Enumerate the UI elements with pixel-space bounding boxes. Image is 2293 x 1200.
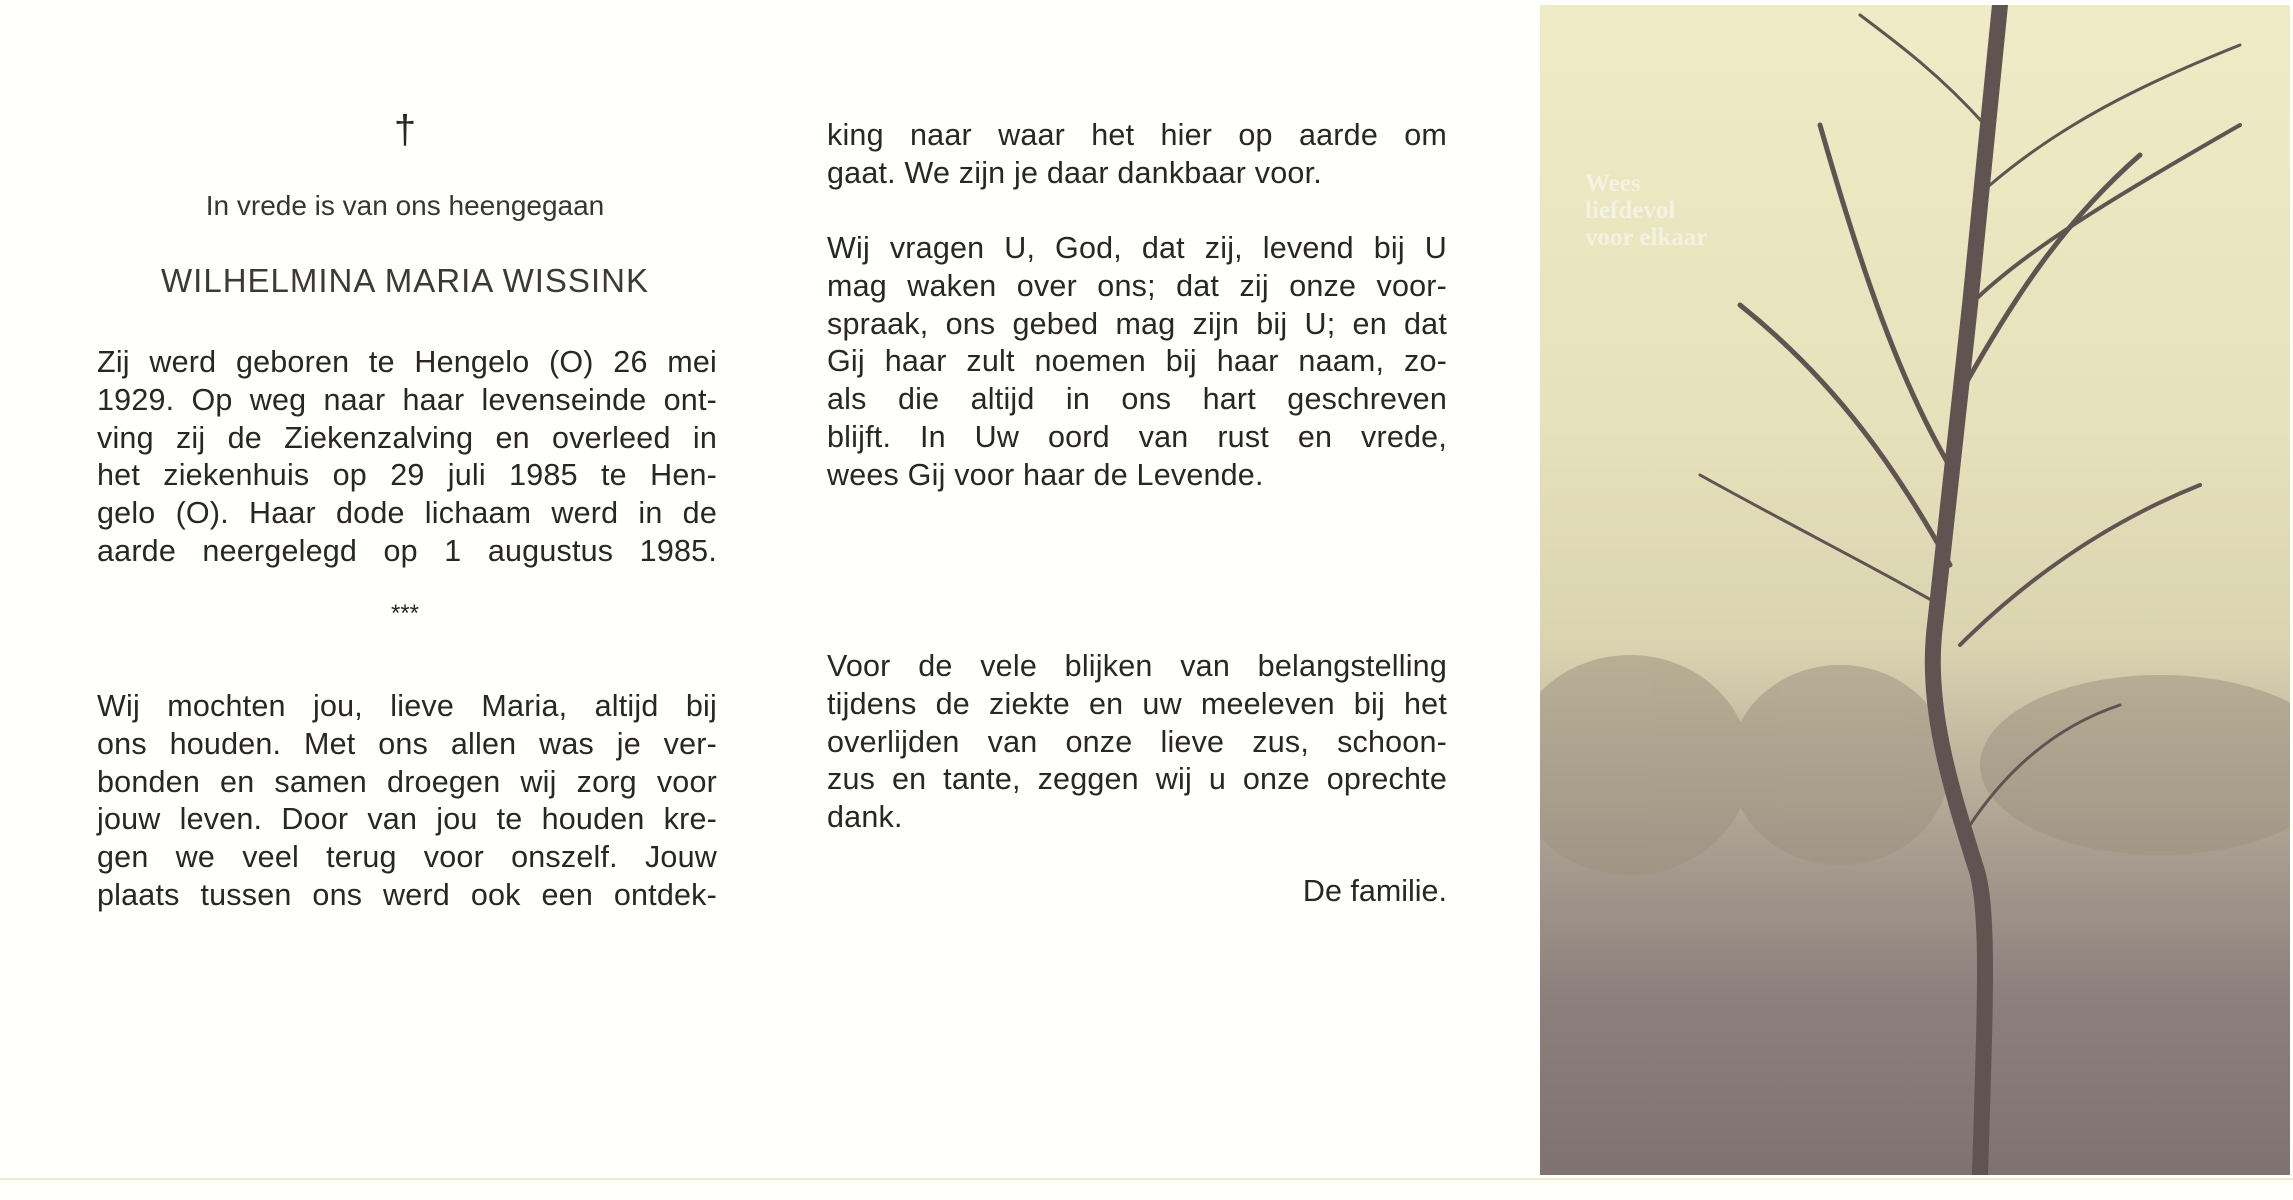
text-line: king naar waar het hier op aarde om (827, 118, 1447, 152)
biography-paragraph (97, 344, 717, 571)
photo-caption (1585, 170, 1707, 251)
text-line: ving zij de Ziekenzalving en overleed in (97, 420, 717, 455)
text-line: mag waken over ons; dat zij onze voor- (827, 268, 1447, 303)
text-line: Voor de vele blijken van belangstelling (827, 649, 1447, 683)
text-line: gaat. We zijn je daar dankbaar voor. (827, 155, 1322, 190)
text-line: Wij vragen U, God, dat zij, levend bij U (827, 231, 1447, 265)
text-line: blijft. In Uw oord van rust en vrede, (827, 419, 1447, 454)
text-line: het ziekenhuis op 29 juli 1985 te Hen- (97, 458, 717, 493)
text-line: plaats tussen ons werd ook een ontdek- (97, 877, 717, 912)
text-line: zus en tante, zeggen wij u onze oprechte (827, 762, 1447, 797)
tree-photo (1540, 5, 2290, 1175)
text-line: bonden en samen droegen wij zorg voor (97, 764, 717, 799)
text-line: ons houden. Met ons allen was je ver- (97, 726, 717, 761)
separator: *** (390, 600, 420, 627)
text-line: Gij haar zult noemen bij haar naam, zo- (827, 344, 1447, 379)
caption-line: Wees (1585, 170, 1641, 197)
memorial-continuation (827, 117, 1447, 193)
text-line: wees Gij voor haar de Levende. (827, 457, 1264, 492)
prayer-paragraph (827, 230, 1447, 495)
text-line: jouw leven. Door van jou te houden kre- (97, 802, 717, 837)
text-line: spraak, ons gebed mag zijn bij U; en dat (827, 306, 1447, 341)
text-line: gelo (O). Haar dode lichaam werd in de (97, 496, 717, 531)
text-line: aarde neergelegd op 1 augustus 1985. (97, 533, 717, 568)
text-line: Zij werd geboren te Hengelo (O) 26 mei (97, 345, 717, 379)
thanks-paragraph (827, 648, 1447, 837)
text-line: tijdens de ziekte en uw meeleven bij het (827, 686, 1447, 721)
caption-line: liefdevol (1585, 197, 1676, 224)
signature: De familie. (1302, 874, 1447, 908)
cross-symbol: † (393, 108, 417, 152)
text-line: Wij mochten jou, lieve Maria, altijd bij (97, 689, 717, 723)
card-edge (0, 1178, 2293, 1180)
text-line: gen we veel terug voor onszelf. Jouw (97, 840, 717, 875)
memorial-paragraph (97, 688, 717, 915)
caption-line: voor elkaar (1585, 224, 1708, 251)
text-line: dank. (827, 800, 903, 835)
text-line: als die altijd in ons hart geschreven (827, 382, 1447, 417)
deceased-name: WILHELMINA MARIA WISSINK (161, 262, 649, 299)
text-line: overlijden van onze lieve zus, schoon- (827, 724, 1447, 759)
intro-text: In vrede is van ons heengegaan (205, 190, 605, 221)
text-line: 1929. Op weg naar haar levenseinde ont- (97, 382, 717, 417)
